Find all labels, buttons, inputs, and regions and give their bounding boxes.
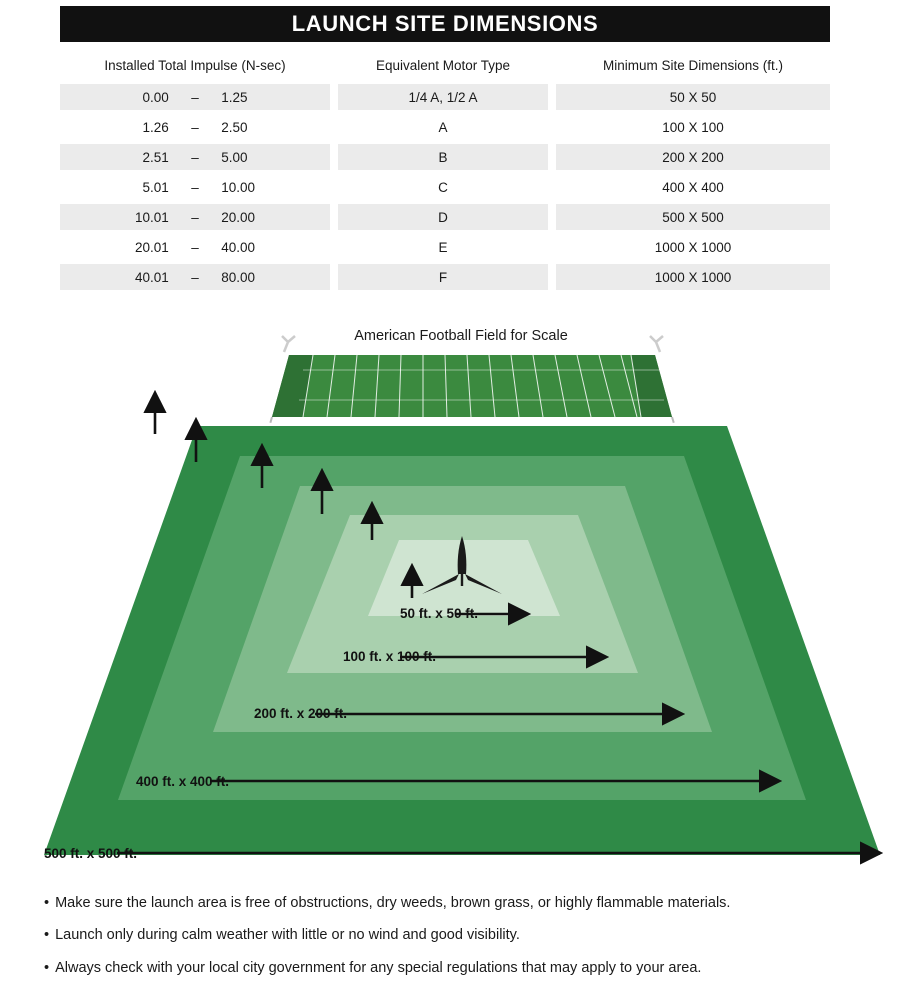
impulse-dash: – [191,179,199,195]
table-row [60,264,830,290]
cell-site: 1000 X 1000 [556,264,830,290]
cell-impulse [60,174,330,200]
impulse-dash: – [191,269,199,285]
cell-impulse [60,204,330,230]
safety-notes [44,895,904,992]
table-row [60,234,830,260]
diagram-svg [0,300,922,890]
cell-motor: C [438,179,448,195]
impulse-dash: – [191,119,199,135]
football-field [272,336,672,417]
note-item [44,927,904,944]
launch-areas [44,426,880,855]
table-row [60,114,830,140]
table-row [60,204,830,230]
note-item [44,960,904,977]
label-50ft: 50 ft. x 50 ft. [400,606,479,621]
column-header-impulse: Installed Total Impulse (N-sec) [104,57,286,73]
cell-site: 400 X 400 [662,179,724,195]
impulse-low: 20.01 [135,239,169,255]
table-header-row [60,50,830,80]
cell-site: 100 X 100 [662,119,724,135]
note-text: Launch only during calm weather with little or no wind and good visibility. [55,927,520,944]
impulse-high: 80.00 [221,269,255,285]
table-row [60,174,830,200]
label-500ft: 500 ft. x 500 ft. [44,846,138,861]
bullet-icon: • [44,959,50,976]
impulse-high: 2.50 [221,119,248,135]
impulse-low: 40.01 [135,269,169,285]
cell-site: 1000 X 1000 [654,239,732,255]
bullet-icon: • [44,927,50,944]
table-row [60,144,830,170]
cell-motor: 1/4 A, 1/2 A [338,84,548,110]
label-400ft: 400 ft. x 400 ft. [136,774,230,789]
impulse-dash: – [191,89,199,105]
impulse-high: 1.25 [221,89,248,105]
cell-motor: D [338,204,548,230]
cell-motor: E [438,239,448,255]
column-header-site: Minimum Site Dimensions (ft.) [602,57,784,73]
note-text: Make sure the launch area is free of obstructions, dry weeds, brown grass, or highly flammable materials. [55,895,731,911]
page-title: LAUNCH SITE DIMENSIONS [291,11,599,36]
cell-impulse [60,84,330,110]
impulse-high: 10.00 [221,179,255,195]
cell-motor: A [438,119,448,135]
cell-impulse [60,114,330,140]
launch-site-table [60,50,830,290]
impulse-low: 1.26 [142,119,169,135]
impulse-high: 20.00 [221,209,255,225]
note-text: Always check with your local city government for any special regulations that may apply to your area. [55,959,702,976]
launch-site-diagram [0,300,922,890]
table-row [60,84,830,110]
impulse-high: 40.00 [221,239,255,255]
cell-impulse [60,264,330,290]
impulse-dash: – [191,149,199,165]
impulse-low: 10.01 [135,209,169,225]
impulse-low: 5.01 [142,179,169,195]
page-title-bar [60,6,830,42]
impulse-low: 2.51 [142,149,169,165]
cell-motor: B [338,144,548,170]
impulse-low: 0.00 [142,89,169,105]
cell-impulse [60,144,330,170]
bullet-icon: • [44,895,50,911]
impulse-dash: – [191,239,199,255]
cell-site: 200 X 200 [556,144,830,170]
label-200ft: 200 ft. x 200 ft. [254,706,348,721]
impulse-high: 5.00 [221,149,248,165]
cell-site: 500 X 500 [556,204,830,230]
football-field-caption: American Football Field for Scale [354,328,568,344]
cell-motor: F [338,264,548,290]
cell-site: 50 X 50 [556,84,830,110]
column-header-motor: Equivalent Motor Type [375,57,511,73]
impulse-dash: – [191,209,199,225]
label-100ft: 100 ft. x 100 ft. [343,649,437,664]
note-item [44,895,904,912]
cell-impulse [60,234,330,260]
